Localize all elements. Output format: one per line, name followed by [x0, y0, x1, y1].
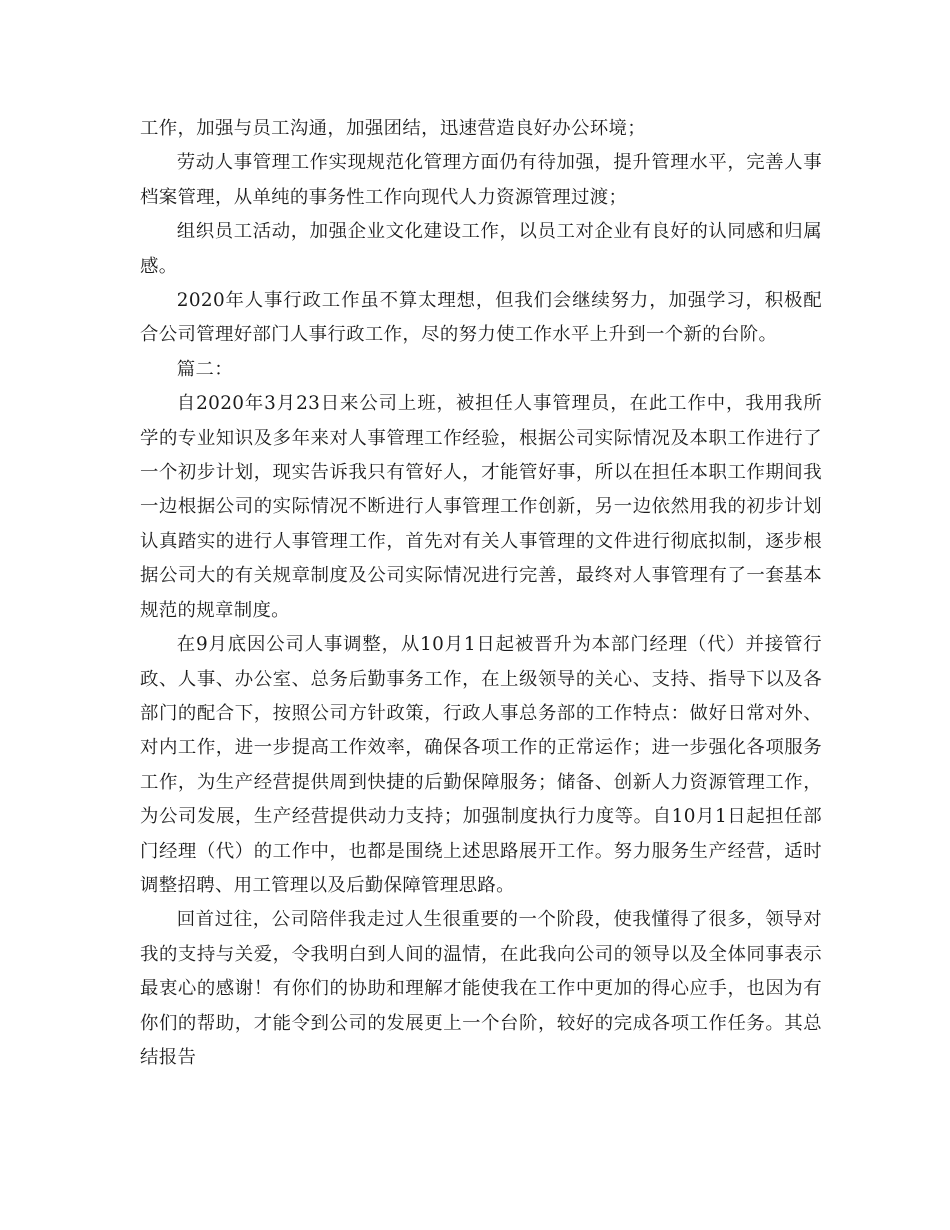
paragraph-4: 2020年人事行政工作虽不算太理想，但我们会继续努力，加强学习，积极配合公司管理好部门人事行政工作，尽的努力使工作水平上升到一个新的台阶。 — [140, 290, 822, 346]
paragraph-2: 劳动人事管理工作实现规范化管理方面仍有待加强，提升管理水平，完善人事档案管理，从单纯的事务性工作向现代人力资源管理过渡； — [140, 152, 822, 208]
paragraph-7: 回首过往，公司陪伴我走过人生很重要的一个阶段，使我懂得了很多，领导对我的支持与关爱，令我明白到人间的温情，在此我向公司的领导以及全体同事表示最衷心的感谢！有你们的协助和理解才能使我在工作中更加的得心应手，也因为有你们的帮助，才能令到公司的发展更上一个台阶，较好的完成各项工作任务。其总结报告 — [140, 909, 822, 1068]
section-heading: 篇二： — [176, 358, 234, 380]
document-body — [140, 112, 822, 1075]
paragraph-3: 组织员工活动，加强企业文化建设工作，以员工对企业有良好的认同感和归属感。 — [140, 221, 822, 277]
paragraph-6: 在9月底因公司人事调整，从10月1日起被晋升为本部门经理（代）并接管行政、人事、办公室、总务后勤事务工作，在上级领导的关心、支持、指导下以及各部门的配合下，按照公司方针政策，行政人事总务部的工作特点：做好日常对外、对内工作，进一步提高工作效率，确保各项工作的正常运作；进一步强化各项服务工作，为生产经营提供周到快捷的后勤保障服务；储备、创新人力资源管理工作，为公司发展，生产经营提供动力支持；加强制度执行力度等。自10月1日起担任部门经理（代）的工作中，也都是围绕上述思路展开工作。努力服务生产经营，适时调整招聘、用工管理以及后勤保障管理思路。 — [140, 634, 822, 896]
paragraph-1: 工作，加强与员工沟通，加强团结，迅速营造良好办公环境； — [140, 118, 646, 139]
paragraph-5: 自2020年3月23日来公司上班，被担任人事管理员，在此工作中，我用我所学的专业知识及多年来对人事管理工作经验，根据公司实际情况及本职工作进行了一个初步计划，现实告诉我只有管好人，才能管好事，所以在担任本职工作期间我一边根据公司的实际情况不断进行人事管理工作创新，另一边依然用我的初步计划认真踏实的进行人事管理工作，首先对有关人事管理的文件进行彻底拟制，逐步根据公司大的有关规章制度及公司实际情况进行完善，最终对人事管理有了一套基本规范的规章制度。 — [140, 393, 822, 621]
